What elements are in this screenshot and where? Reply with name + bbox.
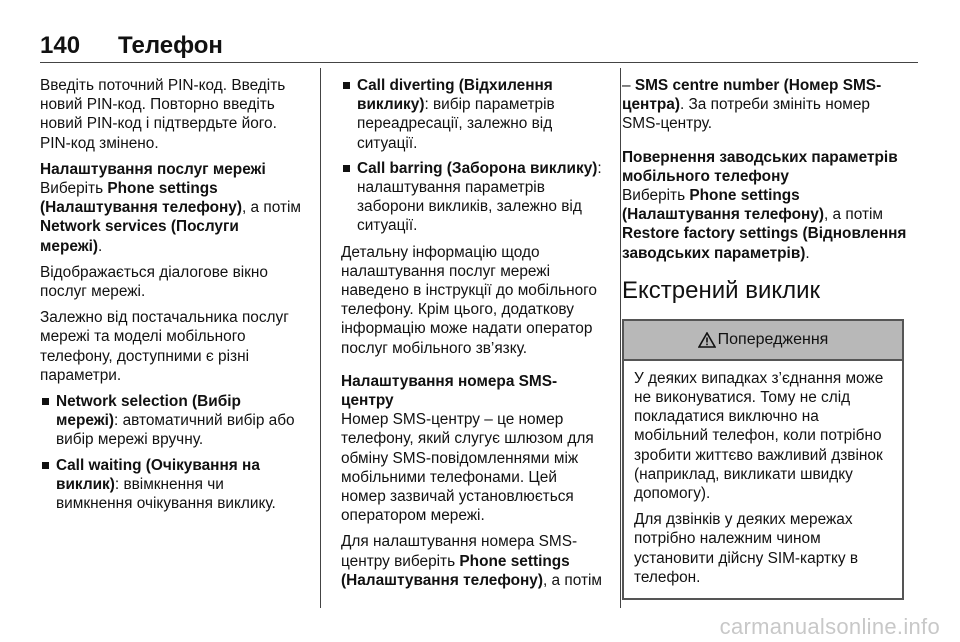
network-services-heading: Налаштування послуг мережі <box>40 160 266 178</box>
list-item <box>341 159 605 236</box>
phone-settings-term: Phone settings (Налаштування телефону) <box>40 180 242 217</box>
watermark: carmanualsonline.info <box>719 614 940 639</box>
warning-body <box>624 361 902 598</box>
list-item-term: Network selection (Вибір мережі) <box>56 393 241 430</box>
sms-centre-number-desc: . За потреби змініть номер SMS-центру. <box>622 96 870 133</box>
warning-triangle-icon <box>698 332 716 348</box>
dialog-paragraph: Відображається діалогове вікно послуг мережі. <box>40 263 268 301</box>
list-item <box>40 392 302 450</box>
column-divider-2 <box>620 68 621 608</box>
warning-paragraph-2: Для дзвінків у деяких мережах потрібно належним чином установити дійсну SIM-картку в телефон. <box>634 511 859 586</box>
bullet-square-icon <box>343 82 350 89</box>
page-number: 140 <box>40 32 81 59</box>
list-item-term: Call barring (Заборона виклику) <box>357 159 598 177</box>
select-prefix: Виберіть <box>622 187 690 205</box>
dash: – <box>622 77 635 94</box>
phone-settings-term: Phone settings (Налаштування телефону) <box>622 187 824 224</box>
factory-reset-instruction <box>622 186 907 263</box>
page-title: Телефон <box>118 32 223 59</box>
phone-settings-term: Phone settings (Налаштування телефону) <box>341 552 570 589</box>
sms-centre-number-item <box>622 76 907 134</box>
page-header <box>40 14 920 60</box>
then-text: , а потім <box>543 571 602 589</box>
list-item-term: Call diverting (Відхилення виклику) <box>357 77 553 114</box>
details-paragraph: Детальну інформацію щодо налаштування послуг мережі наведено в інструкції до мобільного телефону. Крім цього, додаткову інформацію може надати оператор послуг мобільного зв’язку. <box>341 243 597 357</box>
intro-paragraph: Введіть поточний PIN-код. Введіть новий PIN-код. Повторно введіть новий PIN-код і підтвердьте його. PIN-код змінено. <box>40 77 286 152</box>
column-2 <box>341 76 605 597</box>
sms-centre-number-term: SMS centre number (Номер SMS-центра) <box>622 77 882 114</box>
network-options-list <box>40 392 302 513</box>
column-divider-1 <box>320 68 321 608</box>
sms-setup-instruction <box>341 532 605 590</box>
column-3 <box>622 76 907 600</box>
sms-centre-paragraph: Номер SMS-центру – це номер телефону, який слугує шлюзом для обміну SMS-повідомленнями між мобільними телефонами. Цей номер зазвичай установлюється оператором мережі. <box>341 411 594 525</box>
then-text: , а потім <box>242 199 301 217</box>
list-item <box>341 76 605 153</box>
list-item-desc: : автоматичний вибір або вибір мережі вручну. <box>56 412 295 449</box>
depends-paragraph: Залежно від постачальника послуг мережі та моделі мобільного телефону, доступними є різні параметри. <box>40 309 289 384</box>
bullet-square-icon <box>42 462 49 469</box>
list-item-term: Call waiting (Очікування на виклик) <box>56 456 260 493</box>
call-options-list <box>341 76 605 236</box>
network-select-instruction <box>40 179 302 256</box>
bullet-square-icon <box>343 165 350 172</box>
sms-centre-heading: Налаштування номера SMS-центру <box>341 372 558 410</box>
list-item-desc: : ввімкнення чи вимкнення очікування виклику. <box>56 475 276 513</box>
emergency-call-title: Екстрений виклик <box>622 276 821 304</box>
select-prefix: Виберіть <box>40 180 108 198</box>
restore-factory-term: Restore factory settings (Відновлення заводських параметрів) <box>622 225 907 262</box>
factory-reset-heading: Повернення заводських параметрів мобільного телефону <box>622 148 898 185</box>
network-services-term: Network services (Послуги мережі) <box>40 218 239 255</box>
list-item <box>40 456 302 514</box>
warning-box <box>622 319 904 600</box>
header-divider <box>40 62 918 63</box>
list-item-desc: : вибір параметрів переадресації, залежно від ситуації. <box>357 96 555 152</box>
list-item-desc: : налаштування параметрів заборони викликів, залежно від ситуації. <box>357 159 602 235</box>
bullet-square-icon <box>42 398 49 405</box>
then-text: , а потім <box>824 206 883 224</box>
dot: . <box>98 237 103 255</box>
dot: . <box>805 244 810 262</box>
warning-header <box>624 321 902 361</box>
warning-title: Попередження <box>717 331 829 349</box>
column-1 <box>40 76 302 520</box>
warning-paragraph-1: У деяких випадках з’єднання може не виконуватися. Тому не слід покладатися виключно на мобільний телефон, коли потрібно зробити життєво важливий дзвінок (наприклад, викликати швидку допомогу). <box>634 369 884 503</box>
sms-setup-prefix: Для налаштування номера SMS-центру виберіть <box>341 533 578 570</box>
